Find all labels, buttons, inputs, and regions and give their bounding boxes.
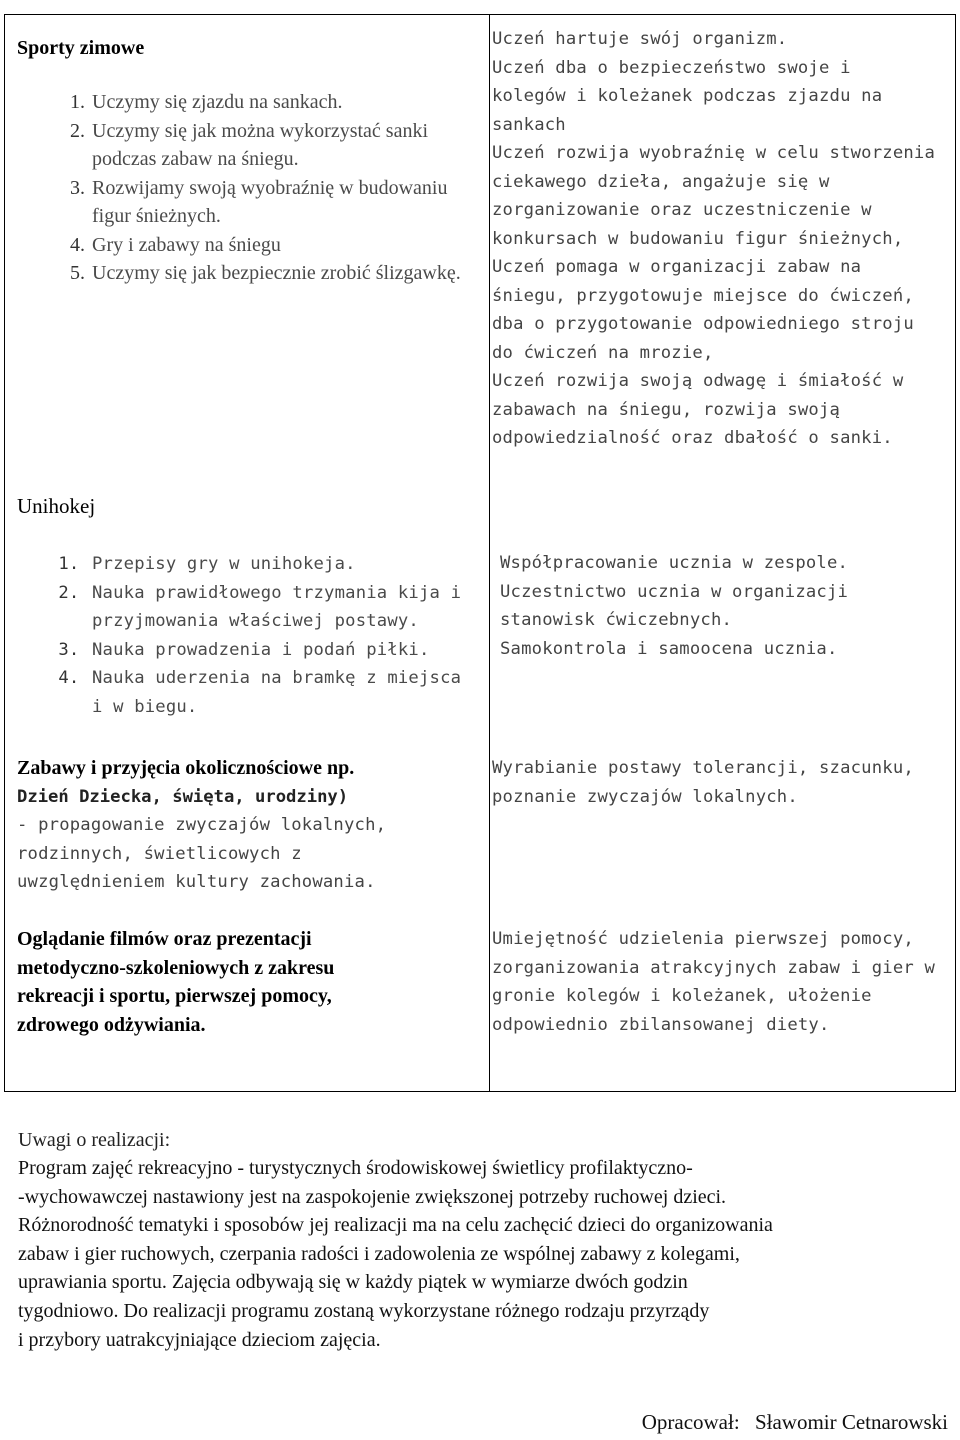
implementation-notes (18, 1126, 950, 1354)
list-item: 1. Uczymy się zjazdu na sankach. (90, 88, 477, 117)
notes-line: tygodniowo. Do realizacji programu zostaną wykorzystane różnego rodzaju przyrządy (18, 1299, 710, 1322)
outcome-line: Uczeń hartuje swój organizm. (492, 29, 788, 49)
outcome-line: Uczeń rozwija wyobraźnię w celu stworzenia (492, 143, 936, 163)
notes-line: i przybory uatrakcyjniające dzieciom zajęcia. (18, 1328, 381, 1351)
outcome-line: śniegu, przygotowuje miejsce do ćwiczeń, (492, 285, 914, 306)
list-item: 4. Nauka uderzenia na bramkę z miejsca i w biegu. (90, 664, 477, 721)
list-item: 3. Nauka prowadzenia i podań piłki. (90, 636, 477, 665)
outcome-line: Umiejętność udzielenia pierwszej pomocy, (492, 929, 914, 949)
parties-body-line: - propagowanie zwyczajów lokalnych, (17, 815, 387, 835)
notes-title: Uwagi o realizacji: (18, 1129, 171, 1151)
outcome-line: Uczeń rozwija swoją odwagę i śmiałość w (492, 371, 904, 391)
outcome-line: Uczestnictwo ucznia w organizacji (500, 581, 849, 602)
outcome-line: kolegów i koleżanek podczas zjazdu na (492, 86, 883, 106)
unihokej-outcomes (500, 549, 950, 663)
outcome-line: Uczeń dba o bezpieczeństwo swoje i (492, 57, 851, 78)
list-item: 4. Gry i zabawy na śniegu (90, 231, 477, 260)
outcome-line: stanowisk ćwiczebnych. (500, 610, 733, 630)
parties-body-line: rodzinnych, świetlicowych z (17, 843, 302, 864)
outcome-line: ciekawego dzieła, angażuje się w (492, 171, 830, 192)
notes-line: Różnorodność tematyki i sposobów jej realizacji ma na celu zachęcić dzieci do organizowania (18, 1214, 773, 1237)
films-title-line: rekreacji i sportu, pierwszej pomocy, (17, 985, 332, 1007)
outcome-line: zorganizowania atrakcyjnych zabaw i gier w (492, 957, 936, 978)
winter-sports-title: Sporty zimowe (17, 37, 145, 59)
outcome-line: do ćwiczeń na mrozie, (492, 342, 714, 363)
winter-sports-topics (17, 34, 477, 288)
outcome-line: sankach (492, 114, 566, 135)
films-topics (17, 925, 477, 1039)
list-item: 5. Uczymy się jak bezpiecznie zrobić ślizgawkę. (90, 259, 477, 288)
list-item: 3. Rozwijamy swoją wyobraźnię w budowaniu figur śnieżnych. (90, 174, 477, 231)
outcome-line: Samokontrola i samoocena ucznia. (500, 638, 838, 659)
notes-line: zabaw i gier ruchowych, czerpania radości i zadowolenia ze wspólnej zabawy z kolegami, (18, 1242, 740, 1265)
author-name: Sławomir Cetnarowski (754, 1410, 948, 1434)
winter-sports-list (17, 88, 477, 288)
films-title-line: Oglądanie filmów oraz prezentacji (17, 928, 312, 950)
author-credit (642, 1408, 948, 1436)
films-outcomes (492, 925, 952, 1039)
list-item: 1. Przepisy gry w unihokeja. (90, 550, 477, 579)
films-title-line: zdrowego odżywiania. (17, 1013, 206, 1036)
parties-title-line: Dzień Dziecka, święta, urodziny) (17, 786, 349, 807)
column-divider (489, 15, 490, 1091)
parties-topics (17, 754, 477, 897)
list-item: 2. Uczymy się jak można wykorzystać sanki podczas zabaw na śniegu. (90, 117, 477, 174)
outcome-line: konkursach w budowaniu figur śnieżnych, (492, 228, 904, 249)
winter-sports-outcomes (492, 25, 952, 453)
notes-line: Program zajęć rekreacyjno - turystycznych środowiskowej świetlicy profilaktyczno- (18, 1157, 693, 1179)
outcome-line: poznanie zwyczajów lokalnych. (492, 786, 798, 807)
outcome-line: Uczeń pomaga w organizacji zabaw na (492, 257, 862, 277)
author-label: Opracował: (641, 1410, 740, 1434)
notes-line: uprawiania sportu. Zajęcia odbywają się w każdy piątek w wymiarze dwóch godzin (18, 1271, 688, 1294)
parties-title-line: Zabawy i przyjęcia okolicznościowe np. (17, 757, 355, 779)
outcome-line: dba o przygotowanie odpowiedniego stroju (492, 314, 914, 334)
unihokej-topics (17, 492, 477, 721)
parties-body-line: uwzględnieniem kultury zachowania. (17, 872, 376, 892)
outcome-line: odpowiedzialność oraz dbałość o sanki. (492, 428, 893, 448)
parties-outcomes (492, 754, 952, 811)
outcome-line: zabawach na śniegu, rozwija swoją (492, 399, 841, 420)
films-title-line: metodyczno-szkoleniowych z zakresu (17, 956, 335, 979)
outcome-line: odpowiednio zbilansowanej diety. (492, 1014, 830, 1035)
unihokej-list (17, 550, 477, 721)
list-item: 2. Nauka prawidłowego trzymania kija i przyjmowania właściwej postawy. (90, 579, 477, 636)
notes-line: -wychowawczej nastawiony jest na zaspokojenie zwiększonej potrzeby ruchowej dzieci. (18, 1185, 727, 1208)
outcome-line: gronie kolegów i koleżanek, ułożenie (492, 986, 872, 1006)
outcome-line: Współpracowanie ucznia w zespole. (500, 553, 849, 573)
outcome-line: zorganizowanie oraz uczestniczenie w (492, 200, 872, 220)
outcome-line: Wyrabianie postawy tolerancji, szacunku, (492, 758, 914, 778)
unihokej-title: Unihokej (17, 494, 96, 518)
